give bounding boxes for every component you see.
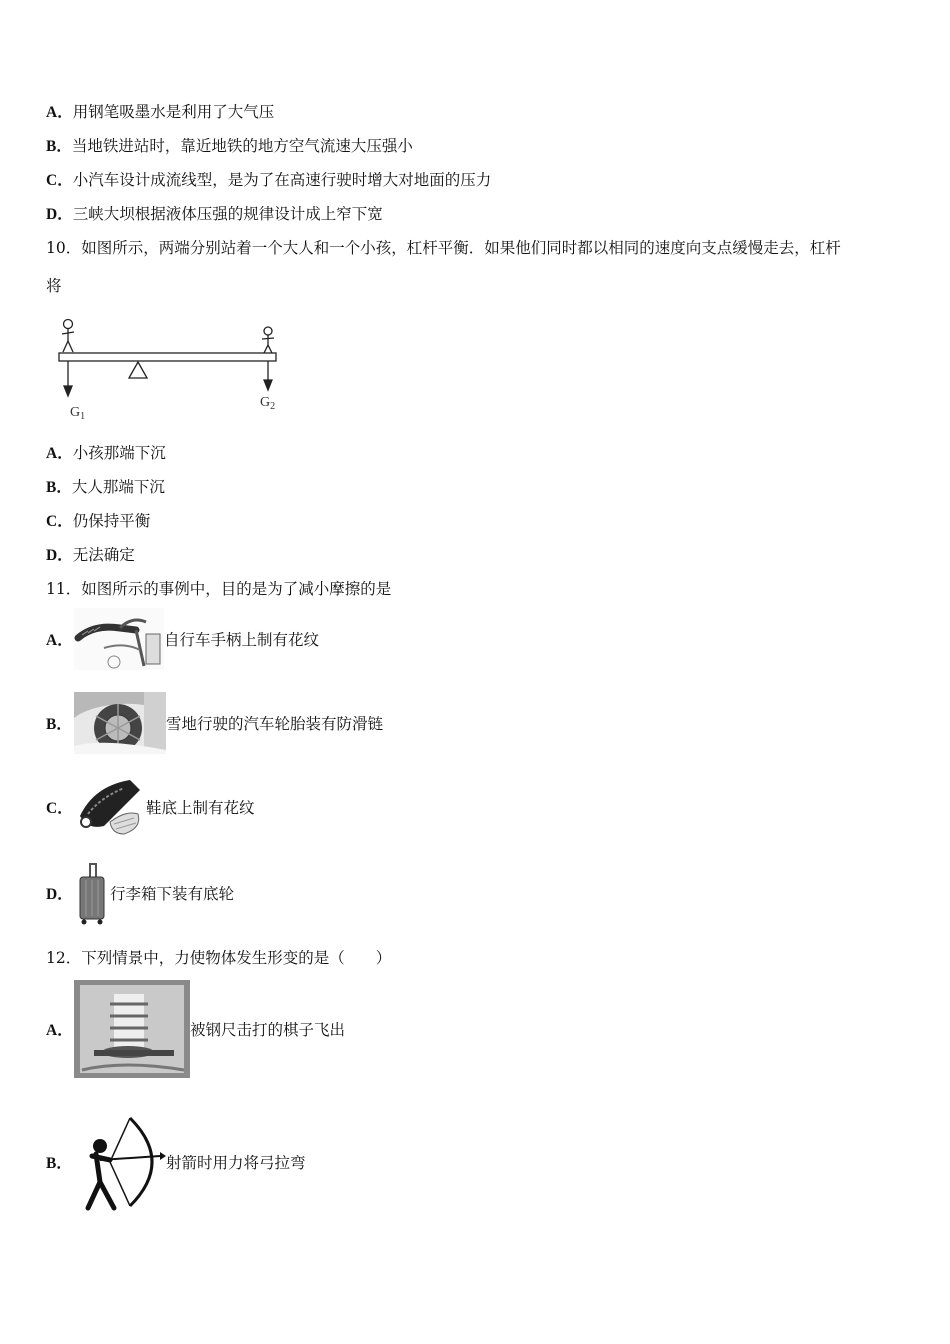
option-text: 用钢笔吸墨水是利用了大气压 [72, 103, 275, 121]
label-g2-subscript: 2 [270, 401, 276, 412]
label-g1 [70, 405, 85, 422]
force-arrow-g2 [264, 361, 272, 390]
sneaker-icon [74, 776, 146, 838]
snow-chain-tire-icon [74, 692, 166, 754]
label-g1-letter: G [70, 405, 81, 420]
option-text: 仍保持平衡 [72, 512, 151, 530]
q12-option-b [46, 1112, 306, 1212]
force-arrow-g1 [64, 361, 72, 396]
label-g1-subscript: 1 [80, 411, 86, 422]
option-letter: D． [46, 206, 73, 223]
option-letter: D． [46, 547, 73, 564]
archer-icon [74, 1112, 166, 1212]
option-letter: C． [46, 172, 73, 189]
q10-option-d [46, 545, 135, 566]
option-letter: C． [46, 800, 73, 817]
lever-figure [50, 314, 290, 426]
option-letter: A． [46, 445, 73, 462]
q10-stem: 10．如图所示，两端分别站着一个大人和一个小孩，杠杆平衡．如果他们同时都以相同的速度向支点缓慢走去，杠杆 [46, 239, 841, 257]
q11-option-c [46, 776, 255, 838]
q11-option-a [46, 608, 319, 670]
suitcase-icon [74, 860, 110, 926]
label-g2-letter: G [260, 395, 271, 410]
child-figure-icon [262, 327, 274, 353]
lever-plank [59, 353, 276, 361]
option-letter: D． [46, 886, 73, 903]
q10-option-a [46, 443, 166, 464]
option-text: 射箭时用力将弓拉弯 [166, 1154, 306, 1172]
option-text: 当地铁进站时，靠近地铁的地方空气流速大压强小 [71, 137, 413, 155]
q10-option-b [46, 477, 165, 498]
option-letter: B． [46, 716, 72, 733]
q12-option-a [46, 980, 345, 1078]
q10-stem-continuation: 将 [46, 277, 62, 295]
option-text: 鞋底上制有花纹 [146, 799, 255, 817]
option-text: 小孩那端下沉 [72, 444, 166, 462]
option-letter: A． [46, 632, 73, 649]
option-text: 行李箱下装有底轮 [110, 885, 235, 903]
option-letter: B． [46, 1155, 72, 1172]
option-text: 三峡大坝根据液体压强的规律设计成上窄下宽 [72, 205, 383, 223]
option-text: 大人那端下沉 [71, 478, 165, 496]
option-letter: C． [46, 513, 73, 530]
fulcrum-triangle [129, 362, 147, 378]
bicycle-handle-icon [74, 608, 164, 670]
q10-option-c [46, 511, 150, 532]
q9-option-c [46, 170, 491, 191]
q11-option-b [46, 692, 383, 754]
q11-stem: 11．如图所示的事例中，目的是为了减小摩擦的是 [46, 580, 392, 598]
option-letter: A． [46, 1022, 73, 1039]
q9-option-b [46, 136, 413, 157]
q11-option-d [46, 860, 234, 926]
option-text: 雪地行驶的汽车轮胎装有防滑链 [166, 715, 384, 733]
q12-stem: 12．下列情景中，力使物体发生形变的是（ ） [46, 949, 392, 967]
option-letter: A． [46, 104, 73, 121]
option-letter: B． [46, 479, 72, 496]
label-g2 [260, 395, 275, 412]
option-text: 无法确定 [72, 546, 135, 564]
option-letter: B． [46, 138, 72, 155]
option-text: 被钢尺击打的棋子飞出 [190, 1021, 346, 1039]
option-text: 小汽车设计成流线型，是为了在高速行驶时增大对地面的压力 [72, 171, 492, 189]
q9-option-d [46, 204, 383, 225]
adult-figure-icon [62, 320, 74, 353]
q9-option-a [46, 102, 274, 123]
option-text: 自行车手柄上制有花纹 [164, 631, 320, 649]
chess-pieces-icon [74, 980, 190, 1078]
